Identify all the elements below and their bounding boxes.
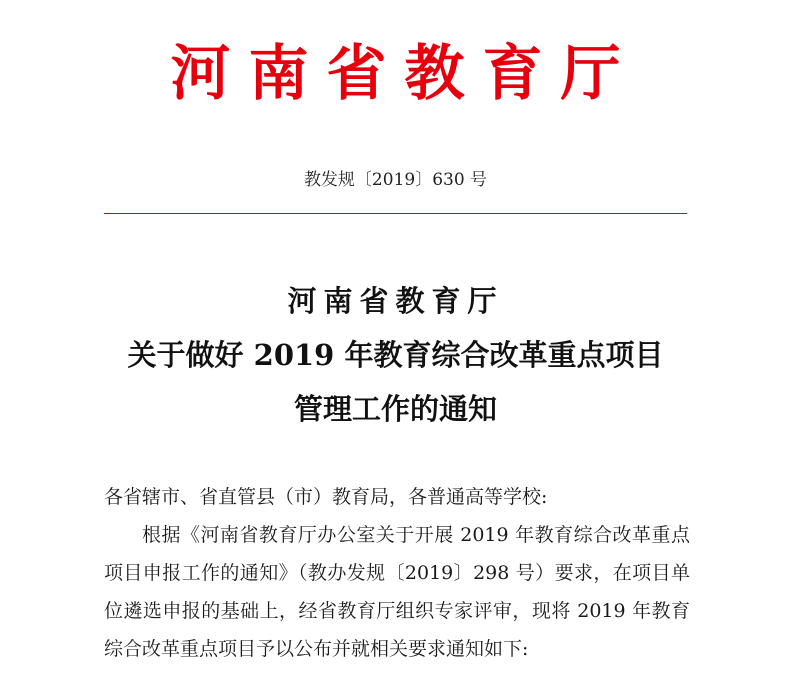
document-number: 教发规〔2019〕630 号	[303, 170, 488, 190]
document-body	[104, 478, 690, 668]
title-line-3: 管理工作的通知	[293, 392, 497, 426]
body-paragraph-1: 根据《河南省教育厅办公室关于开展 2019 年教育综合改革重点项目申报工作的通知》（教办发规〔2019〕298 号）要求，在项目单位遴选申报的基础上，经省教育厅组织专家评审，现将 2019 年教育综合改革重点项目予以公布并就相关要求通知如下:	[104, 524, 690, 660]
title-line-1: 河南省教育厅	[287, 284, 504, 318]
issuing-authority-masthead: 河南省教育厅	[170, 39, 639, 109]
red-divider-line	[104, 213, 687, 214]
salutation: 各省辖市、省直管县（市）教育局，各普通高等学校:	[104, 486, 548, 508]
title-line-2: 关于做好 2019 年教育综合改革重点项目	[127, 338, 664, 372]
document-title	[0, 278, 791, 440]
